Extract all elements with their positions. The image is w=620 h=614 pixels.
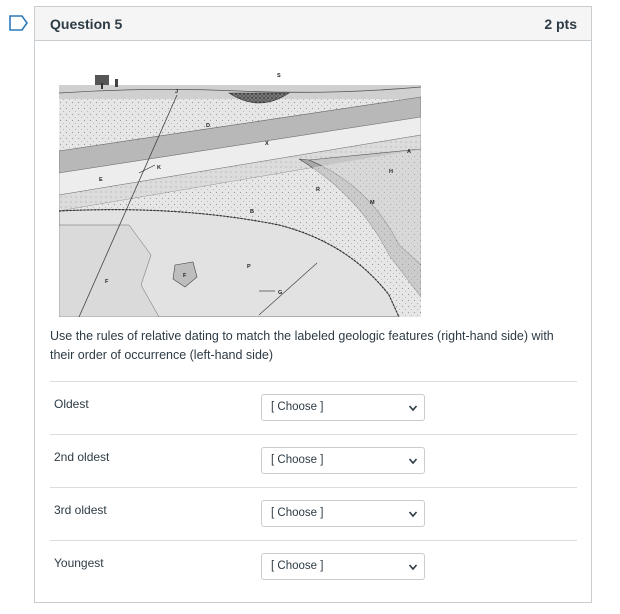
question-points: 2 pts [544, 15, 577, 32]
match-label: Oldest [54, 397, 89, 411]
match-select-2nd-oldest[interactable] [261, 447, 425, 474]
match-select-youngest[interactable] [261, 553, 425, 580]
geologic-cross-section-figure [59, 65, 421, 317]
figure-label-p: P [247, 264, 251, 270]
match-label: 3rd oldest [54, 503, 107, 517]
figure-label-s: S [277, 73, 281, 79]
figure-label-g: G [278, 290, 283, 296]
question-flag-icon[interactable] [8, 13, 30, 33]
figure-label-e: E [99, 177, 103, 183]
figure-label-h: H [389, 169, 393, 175]
chevron-down-icon [408, 509, 418, 519]
match-select-value: [ Choose ] [271, 454, 324, 466]
figure-label-b: B [250, 209, 254, 215]
figure-label-r: R [316, 187, 320, 193]
matching-table [50, 381, 577, 593]
figure-label-d: D [206, 123, 210, 129]
match-select-value: [ Choose ] [271, 507, 324, 519]
match-label: Youngest [54, 556, 104, 570]
figure-label-j: J [175, 89, 179, 95]
question-title: Question 5 [50, 15, 123, 32]
match-select-value: [ Choose ] [271, 560, 324, 572]
figure-label-a: A [407, 149, 411, 155]
match-row-3rd-oldest [50, 487, 577, 540]
match-select-value: [ Choose ] [271, 401, 324, 413]
match-select-3rd-oldest[interactable] [261, 500, 425, 527]
chevron-down-icon [408, 562, 418, 572]
match-row-2nd-oldest [50, 434, 577, 487]
figure-label-m: M [370, 200, 375, 206]
match-label: 2nd oldest [54, 450, 110, 464]
figure-label-f-left: F [105, 279, 109, 285]
question-header [35, 7, 591, 41]
match-row-oldest [50, 381, 577, 434]
figure-label-f-inclusion: F [183, 273, 187, 279]
question-prompt: Use the rules of relative dating to match the labeled geologic features (right-hand side) with their order of occurrence (left-hand side) [50, 329, 554, 362]
figure-label-k: K [157, 165, 161, 171]
question-card [34, 6, 592, 603]
match-row-youngest [50, 540, 577, 593]
figure-label-x: X [265, 141, 269, 147]
chevron-down-icon [408, 403, 418, 413]
match-select-oldest[interactable] [261, 394, 425, 421]
chevron-down-icon [408, 456, 418, 466]
